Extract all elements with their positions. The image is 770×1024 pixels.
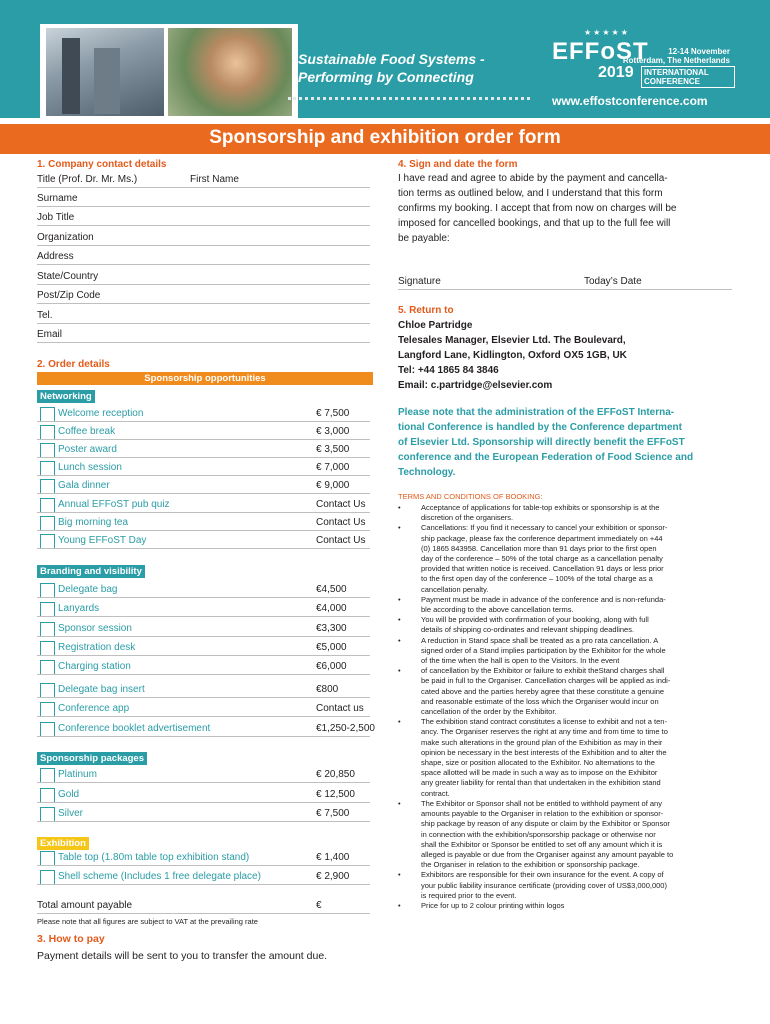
- option-price: €5,000: [316, 642, 347, 653]
- option-name: Platinum: [58, 769, 97, 780]
- field-label: Title (Prof. Dr. Mr. Ms.): [37, 174, 138, 185]
- field-input-line[interactable]: [37, 245, 370, 246]
- option-checkbox[interactable]: [40, 807, 55, 822]
- dotted-divider: [288, 97, 530, 102]
- conference-url[interactable]: www.effostconference.com: [552, 94, 708, 108]
- agreement-text: [398, 171, 738, 246]
- total-line: [37, 913, 370, 914]
- note-line: tional Conference is handled by the Conference department: [398, 422, 682, 433]
- return-address: [398, 318, 738, 393]
- total-currency: €: [316, 900, 322, 911]
- terms-bullet: [398, 615, 738, 635]
- option-checkbox[interactable]: [40, 660, 55, 675]
- child-eating-photo: [168, 28, 292, 116]
- note-line: of Elsevier Ltd. Sponsorship will directly benefit the EFFoST: [398, 437, 685, 448]
- terms-heading: TERMS AND CONDITIONS OF BOOKING:: [398, 492, 543, 501]
- option-checkbox[interactable]: [40, 425, 55, 440]
- option-price: € 3,000: [316, 426, 350, 437]
- option-name: Sponsor session: [58, 623, 132, 634]
- terms-line: You will be provided with confirmation of your booking, along with full: [421, 615, 649, 625]
- field-label: Surname: [37, 193, 78, 204]
- logo-conf-line-1: INTERNATIONAL: [644, 68, 709, 77]
- terms-line: to the first open day of the conference – 100% of the total charge as a: [421, 574, 653, 584]
- option-price: €4,500: [316, 584, 347, 595]
- option-line: [37, 782, 370, 783]
- field-input-line[interactable]: [37, 206, 370, 207]
- terms-bullet: [398, 523, 738, 594]
- city-photo-building: [94, 48, 120, 114]
- option-price: €1,250-2,500: [316, 723, 375, 734]
- terms-bullet: [398, 717, 738, 799]
- terms-line: alleged is payable or due from the Organiser against any amount payable to: [421, 849, 674, 859]
- terms-line: signed order of a Stand implies participation by the Exhibitor for the whole: [421, 645, 666, 655]
- page-title: Sponsorship and exhibition order form: [209, 127, 561, 148]
- option-name: Registration desk: [58, 642, 136, 653]
- terms-line: and reasonable estimate of the loss which the Organiser would incur on: [421, 696, 659, 706]
- field-input-line[interactable]: [37, 303, 370, 304]
- branding-label: Branding and visibility: [37, 565, 145, 578]
- terms-line: opinion be necessary in the best interests of the Exhibition and to alter the: [421, 747, 667, 757]
- agreement-line: I have read and agree to abide by the payment and cancella-: [398, 173, 668, 184]
- option-line: [37, 821, 370, 822]
- field-label: Address: [37, 251, 74, 262]
- option-line: [37, 616, 370, 617]
- option-price: € 9,000: [316, 480, 350, 491]
- option-checkbox[interactable]: [40, 683, 55, 698]
- option-name: Table top (1.80m table top exhibition stand): [58, 852, 250, 863]
- terms-line: of the time when the hall is open to the Visitors. In the event: [421, 656, 620, 666]
- field-input-line[interactable]: [37, 225, 370, 226]
- option-checkbox[interactable]: [40, 583, 55, 598]
- option-price: € 1,400: [316, 852, 350, 863]
- return-line: Langford Lane, Kidlington, Oxford OX5 1GB, UK: [398, 350, 627, 361]
- bullet-icon: •: [398, 635, 401, 645]
- terms-line: Price for up to 2 colour printing within logos: [421, 900, 565, 910]
- option-price: €800: [316, 684, 339, 695]
- terms-line: of cancellation by the Exhibitor or failure to exhibit theStand charges shall: [421, 666, 665, 676]
- networking-label: Networking: [37, 390, 95, 403]
- bullet-icon: •: [398, 503, 401, 512]
- terms-bullet: [398, 636, 738, 667]
- terms-line: is required prior to the event.: [421, 890, 517, 900]
- terms-line: your public liability insurance certificate (providing cover of US$3,000,000): [421, 880, 667, 890]
- terms-line: discretion of the organisers.: [421, 513, 514, 523]
- option-name: Delegate bag: [58, 584, 118, 595]
- option-price: € 2,900: [316, 871, 350, 882]
- terms-line: ancy. The Organiser reserves the right at any time and from time to time to: [421, 727, 668, 737]
- bullet-icon: •: [398, 900, 401, 910]
- section4-heading: 4. Sign and date the form: [398, 159, 518, 170]
- bullet-icon: •: [398, 523, 401, 533]
- option-price: €3,300: [316, 623, 347, 634]
- option-line: [37, 674, 370, 675]
- option-checkbox[interactable]: [40, 788, 55, 803]
- option-price: € 7,000: [316, 462, 350, 473]
- option-price: € 7,500: [316, 408, 350, 419]
- payment-text: Payment details will be sent to you to transfer the amount due.: [37, 950, 328, 962]
- terms-line: Payment must be made in advance of the conference and is non-refunda-: [421, 594, 666, 604]
- terms-bullet: [398, 799, 738, 870]
- logo-dates-line-2: Rotterdam, The Netherlands: [622, 56, 730, 65]
- option-checkbox[interactable]: [40, 722, 55, 737]
- option-name: Welcome reception: [58, 408, 144, 419]
- option-line: [37, 530, 370, 531]
- packages-label: Sponsorship packages: [37, 752, 147, 765]
- field-input-line[interactable]: [37, 323, 370, 324]
- option-checkbox[interactable]: [40, 461, 55, 476]
- tagline: [298, 50, 528, 86]
- terms-line: the Organiser in relation to the exhibition or sponsorship package.: [421, 860, 640, 870]
- terms-line: Cancellations: If you find it necessary to cancel your exhibition or sponsor-: [421, 523, 668, 533]
- terms-list: [398, 503, 738, 911]
- option-price: Contact Us: [316, 517, 366, 528]
- terms-line: Acceptance of applications for table-top exhibits or sponsorship is at the: [421, 503, 660, 512]
- field-label: Organization: [37, 232, 94, 243]
- option-name: Conference booklet advertisement: [58, 723, 211, 734]
- option-name: Coffee break: [58, 426, 116, 437]
- field-input-line[interactable]: [37, 264, 370, 265]
- note-line: conference and the European Federation of Food Science and: [398, 452, 694, 463]
- option-line: [37, 884, 370, 885]
- terms-line: cated above and the parties hereby agree that these constitute a genuine: [421, 686, 665, 696]
- option-name: Lanyards: [58, 603, 100, 614]
- terms-bullet: [398, 870, 738, 901]
- total-label: Total amount payable: [37, 900, 133, 911]
- option-price: € 12,500: [316, 789, 355, 800]
- option-checkbox[interactable]: [40, 443, 55, 458]
- field-label: Job Title: [37, 212, 75, 223]
- section1-heading: 1. Company contact details: [37, 159, 167, 170]
- option-line: [37, 421, 370, 422]
- option-name: Big morning tea: [58, 517, 129, 528]
- terms-line: details of shipping co-ordinates and relevant shipping deadlines.: [421, 625, 635, 635]
- terms-line: A reduction in Stand space shall be treated as a pro rata cancellation. A: [421, 635, 659, 645]
- terms-line: (0) 1865 843958. Cancellation more than 91 days prior to the first open: [421, 543, 657, 553]
- note-line: Please note that the administration of the EFFoST Interna-: [398, 407, 675, 418]
- logo-conf-line-2: CONFERENCE: [644, 77, 701, 86]
- option-line: [37, 548, 370, 549]
- option-name: Delegate bag insert: [58, 684, 145, 695]
- option-price: € 20,850: [316, 769, 355, 780]
- agreement-line: be payable:: [398, 233, 450, 244]
- option-line: [37, 655, 370, 656]
- option-checkbox[interactable]: [40, 498, 55, 513]
- option-checkbox[interactable]: [40, 516, 55, 531]
- terms-line: day of the conference – 50% of the total charge as a cancellation penalty: [421, 554, 663, 564]
- option-name: Annual EFFoST pub quiz: [58, 499, 170, 510]
- administration-note: [398, 405, 738, 480]
- vat-note: Please note that all figures are subject to VAT at the prevailing rate: [37, 917, 258, 926]
- option-name: Shell scheme (Includes 1 free delegate place): [58, 871, 261, 882]
- field-input-line[interactable]: [37, 284, 370, 285]
- exhibition-label: Exhibition: [37, 837, 89, 850]
- option-checkbox[interactable]: [40, 534, 55, 549]
- section2-heading: 2. Order details: [37, 359, 110, 370]
- option-name: Young EFFoST Day: [58, 535, 147, 546]
- return-name: Chloe Partridge: [398, 320, 473, 331]
- terms-line: Exhibitors are responsible for their own insurance for the event. A copy of: [421, 870, 664, 880]
- terms-bullet: [398, 503, 738, 523]
- date-label: Today’s Date: [584, 276, 642, 287]
- field-label: Email: [37, 329, 63, 340]
- option-price: € 3,500: [316, 444, 350, 455]
- logo-stars-icon: ★★★★★: [584, 28, 630, 37]
- bullet-icon: •: [398, 717, 401, 727]
- option-name: Lunch session: [58, 462, 122, 473]
- city-photo-tower: [62, 38, 80, 114]
- terms-bullet: [398, 666, 738, 717]
- agreement-line: imposed for cancelled bookings, and that up to the full fee will: [398, 218, 671, 229]
- option-price: Contact Us: [316, 499, 366, 510]
- option-line: [37, 493, 370, 494]
- option-checkbox[interactable]: [40, 622, 55, 637]
- option-name: Conference app: [58, 703, 130, 714]
- option-line: [37, 697, 370, 698]
- terms-line: in connection with the exhibition/sponsorship package or otherwise nor: [421, 829, 656, 839]
- bullet-icon: •: [398, 594, 401, 604]
- terms-bullet: [398, 901, 738, 911]
- option-checkbox[interactable]: [40, 870, 55, 885]
- terms-line: make such alterations in the ground plan of the Exhibition as may in their: [421, 737, 663, 747]
- terms-line: cancellation of the order by the Exhibitor.: [421, 707, 557, 717]
- terms-line: provided that written notice is received. Cancellation 91 days or less prior: [421, 564, 664, 574]
- section5-heading: 5. Return to: [398, 305, 454, 316]
- option-price: Contact us: [316, 703, 364, 714]
- return-email[interactable]: Email: c.partridge@elsevier.com: [398, 380, 553, 391]
- option-checkbox[interactable]: [40, 407, 55, 422]
- option-price: Contact Us: [316, 535, 366, 546]
- tagline-line-2: Performing by Connecting: [298, 69, 474, 85]
- bullet-icon: •: [398, 615, 401, 625]
- tagline-line-1: Sustainable Food Systems -: [298, 51, 485, 67]
- option-name: Gold: [58, 789, 80, 800]
- terms-line: The Exhibitor or Sponsor shall not be entitled to withhold payment of any: [421, 798, 662, 808]
- option-checkbox[interactable]: [40, 768, 55, 783]
- sponsorship-opportunities-header: Sponsorship opportunities: [37, 372, 373, 385]
- option-line: [37, 716, 370, 717]
- terms-line: be paid in full to the Organiser. Cancellation charges will be applied as indi-: [421, 676, 671, 686]
- logo-year: 2019: [598, 64, 634, 81]
- option-name: Gala dinner: [58, 480, 110, 491]
- agreement-line: confirms my booking. I accept that from now on charges will be: [398, 203, 677, 214]
- note-line: Technology.: [398, 467, 456, 478]
- option-name: Silver: [58, 808, 84, 819]
- terms-line: ship package, please fax the conference department immediately on +44: [421, 533, 663, 543]
- logo-dates: [620, 47, 730, 65]
- return-line: Telesales Manager, Elsevier Ltd. The Boulevard,: [398, 335, 626, 346]
- option-line: [37, 512, 370, 513]
- signature-line[interactable]: [398, 289, 732, 290]
- terms-line: ship package by reason of any dispute or claim by the Exhibitor or Sponsor: [421, 819, 670, 829]
- field-label: Tel.: [37, 310, 53, 321]
- signature-label: Signature: [398, 276, 441, 287]
- option-name: Poster award: [58, 444, 117, 455]
- option-price: € 7,500: [316, 808, 350, 819]
- agreement-line: tion terms as outlined below, and I understand that this form: [398, 188, 663, 199]
- field-label: State/Country: [37, 271, 99, 282]
- terms-line: ble according to the above cancellation terms.: [421, 605, 574, 615]
- terms-line: shall the Exhibitor or Sponsor be entitled to set off any amount which it is: [421, 839, 663, 849]
- logo-dates-line-1: 12-14 November: [668, 47, 730, 56]
- option-line: [37, 802, 370, 803]
- field-label: Post/Zip Code: [37, 290, 101, 301]
- terms-line: shape, size or position allocated to the Exhibitor. No alternations to the: [421, 758, 655, 768]
- terms-line: cancellation penalty.: [421, 584, 489, 594]
- terms-bullet: [398, 595, 738, 615]
- option-price: €6,000: [316, 661, 347, 672]
- section3-heading: 3. How to pay: [37, 933, 105, 945]
- option-line: [37, 636, 370, 637]
- option-checkbox[interactable]: [40, 479, 55, 494]
- effost-logo: EFFoST: [552, 38, 649, 65]
- option-line: [37, 597, 370, 598]
- option-checkbox[interactable]: [40, 702, 55, 717]
- bullet-icon: •: [398, 666, 401, 676]
- bullet-icon: •: [398, 798, 401, 808]
- terms-line: contract.: [421, 788, 450, 798]
- terms-line: space allotted will be made in such a way as to impose on the Exhibitor: [421, 768, 658, 778]
- option-price: €4,000: [316, 603, 347, 614]
- option-checkbox[interactable]: [40, 851, 55, 866]
- option-line: [37, 457, 370, 458]
- first-name-label: First Name: [190, 174, 239, 185]
- logo-conference-badge: [641, 66, 735, 88]
- field-input-line[interactable]: [37, 187, 370, 188]
- option-checkbox[interactable]: [40, 641, 55, 656]
- option-line: [37, 475, 370, 476]
- terms-line: amounts payable to the Organiser in relation to the exhibition or sponsor-: [421, 809, 664, 819]
- option-line: [37, 865, 370, 866]
- bullet-icon: •: [398, 870, 401, 880]
- option-line: [37, 439, 370, 440]
- field-input-line[interactable]: [37, 342, 370, 343]
- return-tel: Tel: +44 1865 84 3846: [398, 365, 499, 376]
- terms-line: any greater liability for rental than that undertaken in the exhibition stand: [421, 778, 661, 788]
- option-name: Charging station: [58, 661, 131, 672]
- option-line: [37, 736, 370, 737]
- option-checkbox[interactable]: [40, 602, 55, 617]
- terms-line: The exhibition stand contract constitutes a license to exhibit and not a ten-: [421, 717, 667, 727]
